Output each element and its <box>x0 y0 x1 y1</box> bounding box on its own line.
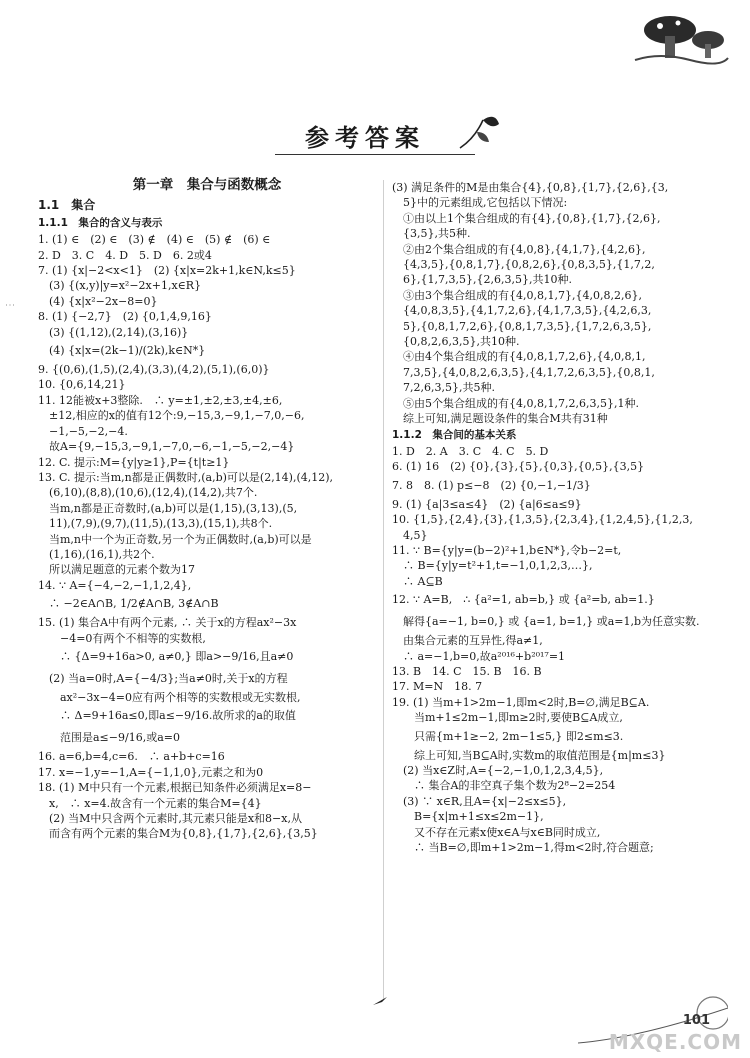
left-answer-line: (4) {x|x=(2k−1)/(2k),k∈N*} <box>38 344 206 358</box>
left-answer-line: (6,10),(8,8),(10,6),(12,4),(14,2),共7个. <box>38 486 258 500</box>
right-answer-line: 7,3,5},{4,0,8,2,6,3,5},{4,1,7,2,6,3,5},{0,8,1, <box>392 365 655 379</box>
left-answer-line: 17. x=−1,y=−1,A={−1,1,0},元素之和为0 <box>38 765 264 779</box>
left-answer-line: ±12,相应的x的值有12个:9,−15,3,−9,1,−7,0,−6, <box>38 409 305 423</box>
answer-header <box>0 108 750 158</box>
right-answer-line: 解得{a=−1, b=0,} 或 {a=1, b=1,} 或a=1,b为任意实数. <box>392 615 700 629</box>
right-answer-line: 1. D 2. A 3. C 4. C 5. D <box>392 444 549 458</box>
right-answer-line: 12. ∵ A=B, ∴ {a²=1, ab=b,} 或 {a²=b, ab=1.} <box>392 593 655 607</box>
right-answer-line: 13. B 14. C 15. B 16. B <box>392 664 542 678</box>
left-answer-line: 15. (1) 集合A中有两个元素, ∴ 关于x的方程ax²−3x <box>38 616 297 630</box>
chapter-title: 第一章 集合与函数概念 <box>132 177 282 193</box>
right-answer-line: 11. ∵ B={y|y=(b−2)²+1,b∈N*},令b−2=t, <box>392 543 622 557</box>
right-answer-line: 综上可知,满足题设条件的集合M共有31种 <box>392 412 608 426</box>
right-answer-line: {3,5},共5种. <box>392 227 471 241</box>
right-answer-line: ∴ A⊆B <box>392 574 443 588</box>
right-answer-line: 7. 8 8. (1) p≤−8 (2) {0,−1,−1/3} <box>392 478 591 492</box>
right-answer-line: 19. (1) 当m+1>2m−1,即m<2时,B=∅,满足B⊆A. <box>392 695 650 709</box>
left-answer-line: (2) 当M中只含两个元素时,其元素只能是x和8−x,从 <box>38 812 302 825</box>
right-answer-line: 9. (1) {a|3≤a≤4} (2) {a|6≤a≤9} <box>392 497 582 511</box>
left-answer-line: 当m,n都是正奇数时,(a,b)可以是(1,15),(3,13),(5, <box>38 501 298 515</box>
left-answer-line: 范围是a≤−9/16,或a=0 <box>38 731 180 745</box>
right-answer-line: ⑤由5个集合组成的有{4,0,8,1,7,2,6,3,5},1种. <box>392 396 639 410</box>
right-answer-line: (3) 满足条件的M是由集合{4},{0,8},{1,7},{2,6},{3, <box>392 181 669 194</box>
right-answer-line: 又不存在元素x使x∈A与x∈B同时成立, <box>392 825 601 839</box>
left-answer-line: 11),(7,9),(9,7),(11,5),(13,3),(15,1),共8个. <box>38 517 273 531</box>
left-answer-line: 11. 12能被x+3整除. ∴ y=±1,±2,±3,±4,±6, <box>38 393 283 407</box>
right-answer-line: 7,2,6,3,5},共5种. <box>392 381 495 395</box>
right-answer-line: 只需{m+1≥−2, 2m−1≤5,} 即2≤m≤3. <box>392 729 624 743</box>
left-answer-line: 12. C. 提示:M={y|y≥1},P={t|t≥1} <box>38 455 230 469</box>
leaf-decoration-icon <box>455 108 505 156</box>
left-answer-line: ∴ −2∈A∩B, 1/2∉A∩B, 3∉A∩B <box>38 597 219 611</box>
right-answer-line: 6. (1) 16 (2) {0},{3},{5},{0,3},{0,5},{3,5} <box>392 460 645 474</box>
subsection-heading: 1.1.1 集合的含义与表示 <box>38 216 163 229</box>
right-answer-line: 10. {1,5},{2,4},{3},{1,3,5},{2,3,4},{1,2,4,5},{1,2,3, <box>392 513 693 527</box>
left-answer-line: x, ∴ x=4.故含有一个元素的集合M={4} <box>38 796 262 810</box>
column-divider <box>383 180 384 1000</box>
left-answer-line: −1,−5,−2,−4. <box>38 424 128 438</box>
quill-decoration-icon <box>372 996 388 1006</box>
right-answer-line: ①由以上1个集合组成的有{4},{0,8},{1,7},{2,6}, <box>392 211 661 225</box>
right-answer-line: (3) ∵ x∈R,且A={x|−2≤x≤5}, <box>392 794 567 808</box>
left-answer-line: (3) {(x,y)|y=x²−2x+1,x∈R} <box>38 279 202 293</box>
left-answer-line: (1,16),(16,1),共2个. <box>38 547 155 561</box>
left-answer-line: ∴ {Δ=9+16a>0, a≠0,} 即a>−9/16,且a≠0 <box>38 649 294 663</box>
left-answer-line: (4) {x|x²−2x−8=0} <box>38 294 158 308</box>
right-answer-line: ④由4个集合组成的有{4,0,8,1,7,2,6},{4,0,8,1, <box>392 350 646 364</box>
binding-margin-mark: ⋮ <box>4 300 15 310</box>
section-heading: 1.1 集合 <box>38 198 96 213</box>
left-answer-line: 14. ∵ A={−4,−2,−1,1,2,4}, <box>38 578 192 592</box>
left-answer-line: ax²−3x−4=0应有两个相等的实数根或无实数根, <box>38 690 301 704</box>
left-answer-line: 而含有两个元素的集合M为{0,8},{1,7},{2,6},{3,5} <box>38 827 318 841</box>
right-answer-line: 当m+1≤2m−1,即m≥2时,要使B⊆A成立, <box>392 711 623 725</box>
left-answer-line: 9. {(0,6),(1,5),(2,4),(3,3),(4,2),(5,1),(6,0)} <box>38 363 270 377</box>
left-answer-line: 2. D 3. C 4. D 5. D 6. 2或4 <box>38 248 212 262</box>
right-answer-line: ②由2个集合组成的有{4,0,8},{4,1,7},{4,2,6}, <box>392 242 646 256</box>
right-answer-line: 5},{0,8,1,7,2,6},{0,8,1,7,3,5},{1,7,2,6,3,5}, <box>392 319 652 333</box>
left-column <box>38 178 376 842</box>
left-answer-line: ∴ Δ=9+16a≤0,即a≤−9/16.故所求的a的取值 <box>38 709 296 723</box>
subsection-heading: 1.1.2 集合间的基本关系 <box>392 428 517 441</box>
left-answer-line: 18. (1) M中只有一个元素,根据已知条件必须满足x=8− <box>38 781 312 795</box>
watermark-text: MXQE.COM <box>608 1030 742 1054</box>
right-answer-line: 17. M=N 18. 7 <box>392 680 483 694</box>
right-column <box>392 180 712 855</box>
left-answer-line: 7. (1) {x|−2<x<1} (2) {x|x=2k+1,k∈N,k≤5} <box>38 264 296 278</box>
left-answer-line: 1. (1) ∈ (2) ∈ (3) ∉ (4) ∈ (5) ∉ (6) ∈ <box>38 233 271 247</box>
right-answer-line: {4,0,8,3,5},{4,1,7,2,6},{4,1,7,3,5},{4,2,6,3, <box>392 304 652 318</box>
right-answer-line: ∴ a=−1,b=0,故a²⁰¹⁶+b²⁰¹⁷=1 <box>392 649 566 663</box>
left-answer-line: 所以满足题意的元素个数为17 <box>38 563 195 577</box>
right-answer-line: 由集合元素的互异性,得a≠1, <box>392 634 543 648</box>
right-answer-line: 6},{1,7,3,5},{2,6,3,5},共10种. <box>392 273 572 287</box>
right-answer-line: ∴ B={y|y=t²+1,t=−1,0,1,2,3,…}, <box>392 559 593 573</box>
mushroom-decoration-icon <box>630 8 730 68</box>
right-answer-line: B={x|m+1≤x≤2m−1}, <box>392 810 544 824</box>
title-underline <box>275 154 475 155</box>
left-answer-line: 当m,n中一个为正奇数,另一个为正偶数时,(a,b)可以是 <box>38 532 312 546</box>
left-answer-line: 13. C. 提示:当m,n都是正偶数时,(a,b)可以是(2,14),(4,12), <box>38 470 334 484</box>
right-answer-line: {4,3,5},{0,8,1,7},{0,8,2,6},{0,8,3,5},{1,7,2, <box>392 258 655 272</box>
right-answer-line: 4,5} <box>392 528 428 542</box>
right-answer-line: 综上可知,当B⊆A时,实数m的取值范围是{m|m≤3} <box>392 748 666 762</box>
right-answer-line: 5}中的元素组成,它包括以下情况: <box>392 196 568 210</box>
left-answer-line: (3) {(1,12),(2,14),(3,16)} <box>38 325 189 339</box>
left-answer-line: −4=0有两个不相等的实数根, <box>38 631 206 645</box>
right-answer-line: {0,8,2,6,3,5},共10种. <box>392 335 520 349</box>
right-answer-line: ∴ 集合A的非空真子集个数为2⁸−2=254 <box>392 779 616 793</box>
right-answer-line: ∴ 当B=∅,即m+1>2m−1,得m<2时,符合题意; <box>392 841 654 855</box>
left-answer-line: 故A={9,−15,3,−9,1,−7,0,−6,−1,−5,−2,−4} <box>38 440 295 454</box>
right-answer-line: (2) 当x∈Z时,A={−2,−1,0,1,2,3,4,5}, <box>392 764 604 777</box>
page-number: 101 <box>682 1013 710 1028</box>
left-answer-line: 8. (1) {−2,7} (2) {0,1,4,9,16} <box>38 310 212 324</box>
right-answer-line: ③由3个集合组成的有{4,0,8,1,7},{4,0,8,2,6}, <box>392 288 642 302</box>
left-answer-line: 16. a=6,b=4,c=6. ∴ a+b+c=16 <box>38 750 225 764</box>
page-title: 参考答案 <box>305 124 425 152</box>
left-answer-line: (2) 当a=0时,A={−4/3};当a≠0时,关于x的方程 <box>38 671 288 685</box>
left-answer-line: 10. {0,6,14,21} <box>38 378 126 392</box>
